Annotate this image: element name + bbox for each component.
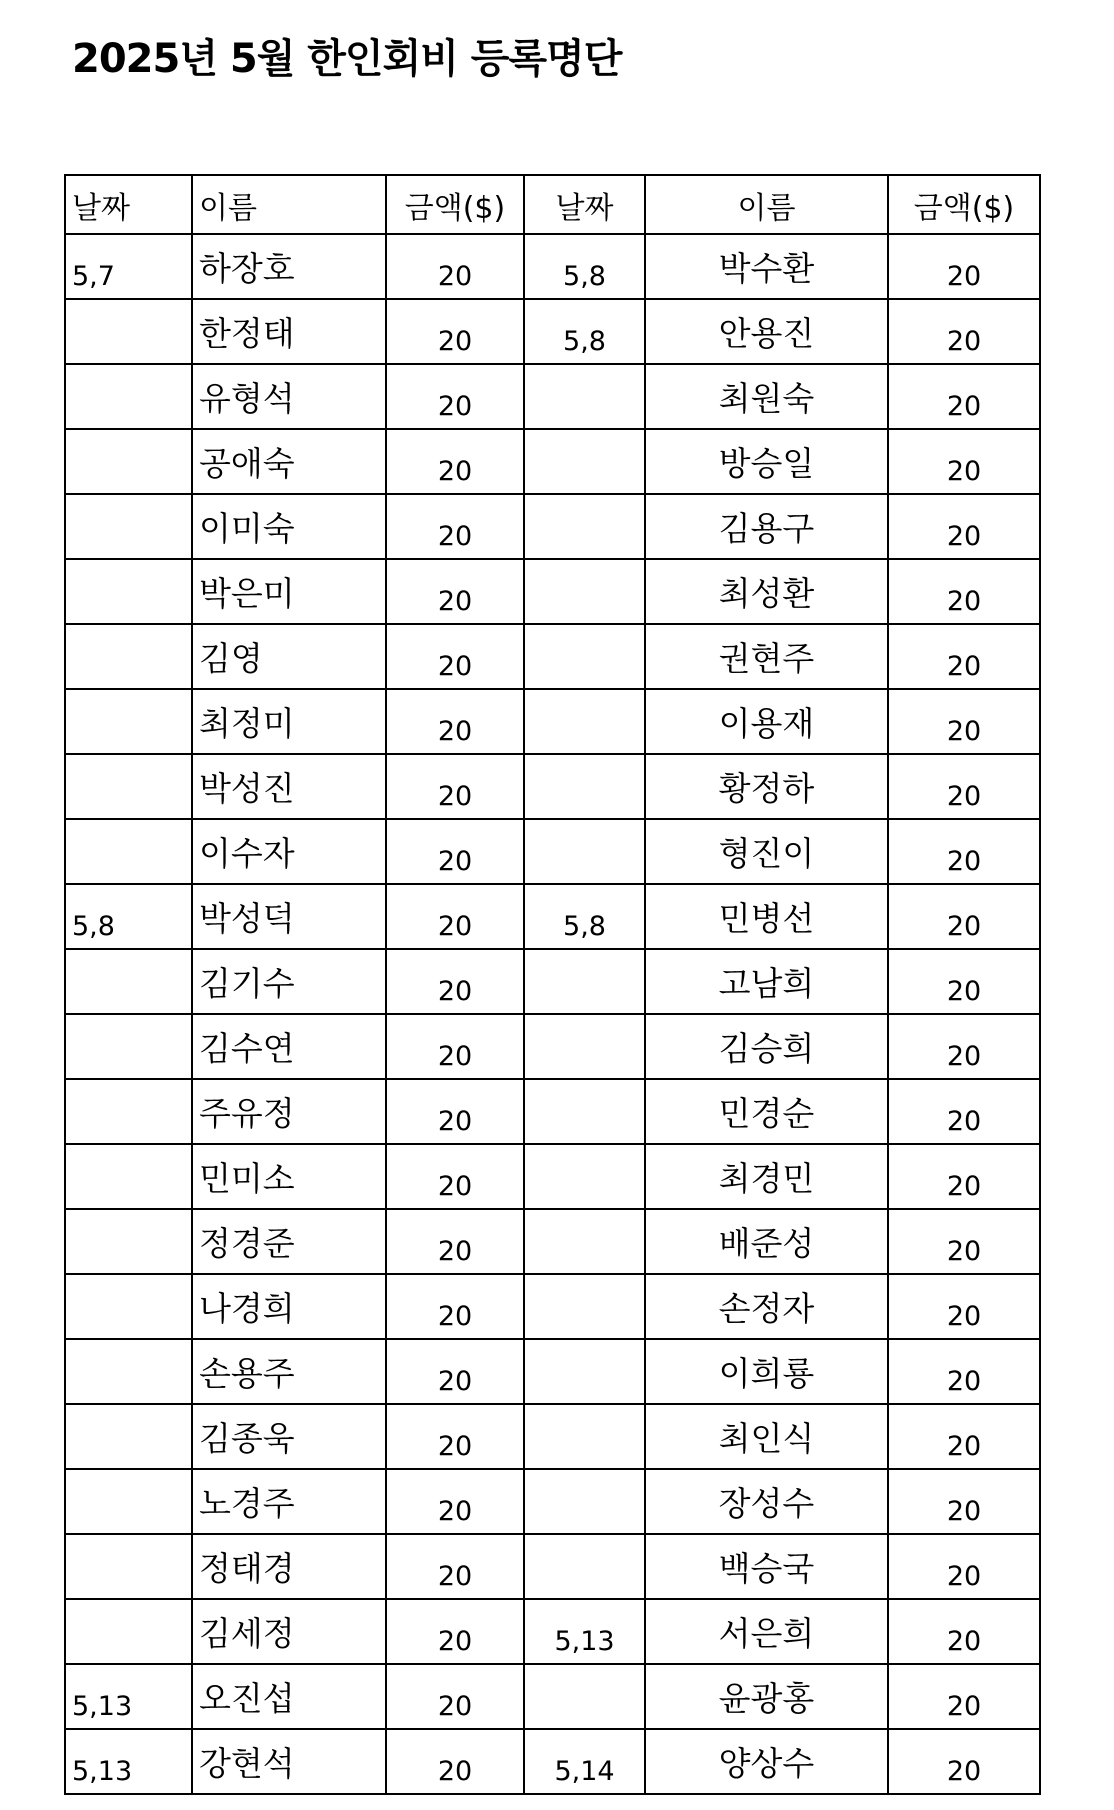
date-cell-left: [65, 1079, 192, 1144]
header-amount-left: 금액($): [386, 175, 524, 234]
date-cell-left: 5,7: [65, 234, 192, 299]
name-cell-left: 김영: [192, 624, 386, 689]
amount-cell-right: 20: [888, 1209, 1040, 1274]
table-row: [65, 299, 1040, 364]
table-row: [65, 689, 1040, 754]
name-cell-right: 양상수: [645, 1729, 888, 1794]
date-cell-right: [524, 1079, 645, 1144]
date-cell-right: 5,13: [524, 1599, 645, 1664]
amount-cell-left: 20: [386, 364, 524, 429]
name-cell-left: 김기수: [192, 949, 386, 1014]
amount-cell-left: 20: [386, 1339, 524, 1404]
name-cell-left: 주유정: [192, 1079, 386, 1144]
amount-cell-left: 20: [386, 1014, 524, 1079]
date-cell-left: [65, 1274, 192, 1339]
amount-cell-right: 20: [888, 819, 1040, 884]
amount-cell-right: 20: [888, 1274, 1040, 1339]
name-cell-left: 손용주: [192, 1339, 386, 1404]
amount-cell-left: 20: [386, 494, 524, 559]
registration-table: [64, 174, 1041, 1795]
date-cell-left: [65, 949, 192, 1014]
name-cell-right: 박수환: [645, 234, 888, 299]
table-row: [65, 1664, 1040, 1729]
amount-cell-left: 20: [386, 884, 524, 949]
header-amount-right: 금액($): [888, 175, 1040, 234]
name-cell-right: 이희룡: [645, 1339, 888, 1404]
name-cell-left: 정태경: [192, 1534, 386, 1599]
amount-cell-right: 20: [888, 884, 1040, 949]
amount-cell-left: 20: [386, 1664, 524, 1729]
date-cell-right: [524, 494, 645, 559]
date-cell-right: 5,8: [524, 299, 645, 364]
name-cell-right: 민경순: [645, 1079, 888, 1144]
date-cell-left: 5,13: [65, 1729, 192, 1794]
date-cell-right: [524, 429, 645, 494]
name-cell-left: 최정미: [192, 689, 386, 754]
name-cell-left: 박은미: [192, 559, 386, 624]
name-cell-left: 김세정: [192, 1599, 386, 1664]
date-cell-left: [65, 1339, 192, 1404]
date-cell-right: [524, 624, 645, 689]
name-cell-right: 권현주: [645, 624, 888, 689]
name-cell-right: 배준성: [645, 1209, 888, 1274]
amount-cell-left: 20: [386, 299, 524, 364]
table-row: [65, 1144, 1040, 1209]
name-cell-right: 최성환: [645, 559, 888, 624]
amount-cell-left: 20: [386, 1274, 524, 1339]
table-row: [65, 754, 1040, 819]
amount-cell-left: 20: [386, 1079, 524, 1144]
name-cell-left: 이미숙: [192, 494, 386, 559]
amount-cell-left: 20: [386, 689, 524, 754]
name-cell-right: 서은희: [645, 1599, 888, 1664]
name-cell-left: 노경주: [192, 1469, 386, 1534]
name-cell-right: 김용구: [645, 494, 888, 559]
table-row: [65, 624, 1040, 689]
amount-cell-right: 20: [888, 1339, 1040, 1404]
name-cell-left: 오진섭: [192, 1664, 386, 1729]
name-cell-right: 형진이: [645, 819, 888, 884]
date-cell-right: [524, 1404, 645, 1469]
name-cell-right: 김승희: [645, 1014, 888, 1079]
amount-cell-left: 20: [386, 429, 524, 494]
name-cell-left: 이수자: [192, 819, 386, 884]
table-row: [65, 364, 1040, 429]
amount-cell-left: 20: [386, 1599, 524, 1664]
date-cell-left: [65, 364, 192, 429]
date-cell-left: 5,8: [65, 884, 192, 949]
date-cell-left: [65, 819, 192, 884]
date-cell-right: [524, 1209, 645, 1274]
header-name-right: 이름: [645, 175, 888, 234]
amount-cell-right: 20: [888, 1729, 1040, 1794]
name-cell-right: 민병선: [645, 884, 888, 949]
amount-cell-right: 20: [888, 1079, 1040, 1144]
table-row: [65, 1534, 1040, 1599]
table-row: [65, 429, 1040, 494]
name-cell-right: 안용진: [645, 299, 888, 364]
name-cell-left: 나경희: [192, 1274, 386, 1339]
name-cell-right: 백승국: [645, 1534, 888, 1599]
date-cell-left: [65, 689, 192, 754]
table-row: [65, 1729, 1040, 1794]
date-cell-right: [524, 689, 645, 754]
amount-cell-right: 20: [888, 559, 1040, 624]
amount-cell-left: 20: [386, 1729, 524, 1794]
date-cell-left: [65, 1209, 192, 1274]
amount-cell-right: 20: [888, 1144, 1040, 1209]
header-row: [65, 175, 1040, 234]
table-row: [65, 884, 1040, 949]
amount-cell-right: 20: [888, 754, 1040, 819]
name-cell-right: 손정자: [645, 1274, 888, 1339]
name-cell-left: 하장호: [192, 234, 386, 299]
amount-cell-right: 20: [888, 1014, 1040, 1079]
table-row: [65, 1079, 1040, 1144]
amount-cell-right: 20: [888, 689, 1040, 754]
table-row: [65, 1209, 1040, 1274]
amount-cell-right: 20: [888, 429, 1040, 494]
amount-cell-right: 20: [888, 299, 1040, 364]
amount-cell-left: 20: [386, 754, 524, 819]
amount-cell-right: 20: [888, 1664, 1040, 1729]
amount-cell-right: 20: [888, 364, 1040, 429]
date-cell-right: [524, 1274, 645, 1339]
amount-cell-left: 20: [386, 234, 524, 299]
amount-cell-right: 20: [888, 494, 1040, 559]
header-date-right: 날짜: [524, 175, 645, 234]
date-cell-right: [524, 1339, 645, 1404]
table-row: [65, 949, 1040, 1014]
table-row: [65, 1274, 1040, 1339]
amount-cell-left: 20: [386, 1534, 524, 1599]
date-cell-left: 5,13: [65, 1664, 192, 1729]
amount-cell-right: 20: [888, 1404, 1040, 1469]
amount-cell-left: 20: [386, 819, 524, 884]
table-row: [65, 1469, 1040, 1534]
name-cell-left: 민미소: [192, 1144, 386, 1209]
name-cell-right: 최경민: [645, 1144, 888, 1209]
amount-cell-left: 20: [386, 1404, 524, 1469]
table-row: [65, 559, 1040, 624]
date-cell-right: [524, 1469, 645, 1534]
date-cell-left: [65, 1599, 192, 1664]
amount-cell-right: 20: [888, 234, 1040, 299]
amount-cell-right: 20: [888, 1599, 1040, 1664]
header-date-left: 날짜: [65, 175, 192, 234]
date-cell-right: [524, 949, 645, 1014]
table-row: [65, 1404, 1040, 1469]
name-cell-left: 김수연: [192, 1014, 386, 1079]
date-cell-right: [524, 754, 645, 819]
name-cell-left: 박성진: [192, 754, 386, 819]
date-cell-right: [524, 1014, 645, 1079]
table-row: [65, 819, 1040, 884]
date-cell-right: [524, 1664, 645, 1729]
table-body: [65, 234, 1040, 1794]
name-cell-right: 윤광홍: [645, 1664, 888, 1729]
table-row: [65, 1339, 1040, 1404]
name-cell-left: 김종욱: [192, 1404, 386, 1469]
table-row: [65, 1014, 1040, 1079]
page-title: 2025년 5월 한인회비 등록명단: [72, 36, 622, 82]
date-cell-left: [65, 1469, 192, 1534]
name-cell-right: 이용재: [645, 689, 888, 754]
date-cell-left: [65, 429, 192, 494]
amount-cell-left: 20: [386, 949, 524, 1014]
date-cell-left: [65, 494, 192, 559]
date-cell-right: [524, 1144, 645, 1209]
date-cell-right: [524, 559, 645, 624]
name-cell-right: 최원숙: [645, 364, 888, 429]
date-cell-right: [524, 819, 645, 884]
name-cell-left: 공애숙: [192, 429, 386, 494]
amount-cell-left: 20: [386, 624, 524, 689]
name-cell-left: 정경준: [192, 1209, 386, 1274]
date-cell-left: [65, 754, 192, 819]
table-row: [65, 494, 1040, 559]
name-cell-right: 고남희: [645, 949, 888, 1014]
date-cell-left: [65, 624, 192, 689]
date-cell-left: [65, 559, 192, 624]
date-cell-left: [65, 1014, 192, 1079]
name-cell-left: 유형석: [192, 364, 386, 429]
amount-cell-right: 20: [888, 1469, 1040, 1534]
name-cell-left: 한정태: [192, 299, 386, 364]
date-cell-right: 5,8: [524, 234, 645, 299]
header-name-left: 이름: [192, 175, 386, 234]
date-cell-right: [524, 364, 645, 429]
date-cell-left: [65, 299, 192, 364]
date-cell-right: 5,14: [524, 1729, 645, 1794]
amount-cell-left: 20: [386, 1469, 524, 1534]
name-cell-right: 황정하: [645, 754, 888, 819]
table-row: [65, 1599, 1040, 1664]
amount-cell-right: 20: [888, 1534, 1040, 1599]
name-cell-left: 박성덕: [192, 884, 386, 949]
name-cell-right: 방승일: [645, 429, 888, 494]
name-cell-left: 강현석: [192, 1729, 386, 1794]
amount-cell-left: 20: [386, 1209, 524, 1274]
name-cell-right: 최인식: [645, 1404, 888, 1469]
name-cell-right: 장성수: [645, 1469, 888, 1534]
table-row: [65, 234, 1040, 299]
amount-cell-left: 20: [386, 1144, 524, 1209]
date-cell-right: [524, 1534, 645, 1599]
date-cell-right: 5,8: [524, 884, 645, 949]
date-cell-left: [65, 1404, 192, 1469]
date-cell-left: [65, 1144, 192, 1209]
amount-cell-right: 20: [888, 949, 1040, 1014]
amount-cell-right: 20: [888, 624, 1040, 689]
date-cell-left: [65, 1534, 192, 1599]
amount-cell-left: 20: [386, 559, 524, 624]
